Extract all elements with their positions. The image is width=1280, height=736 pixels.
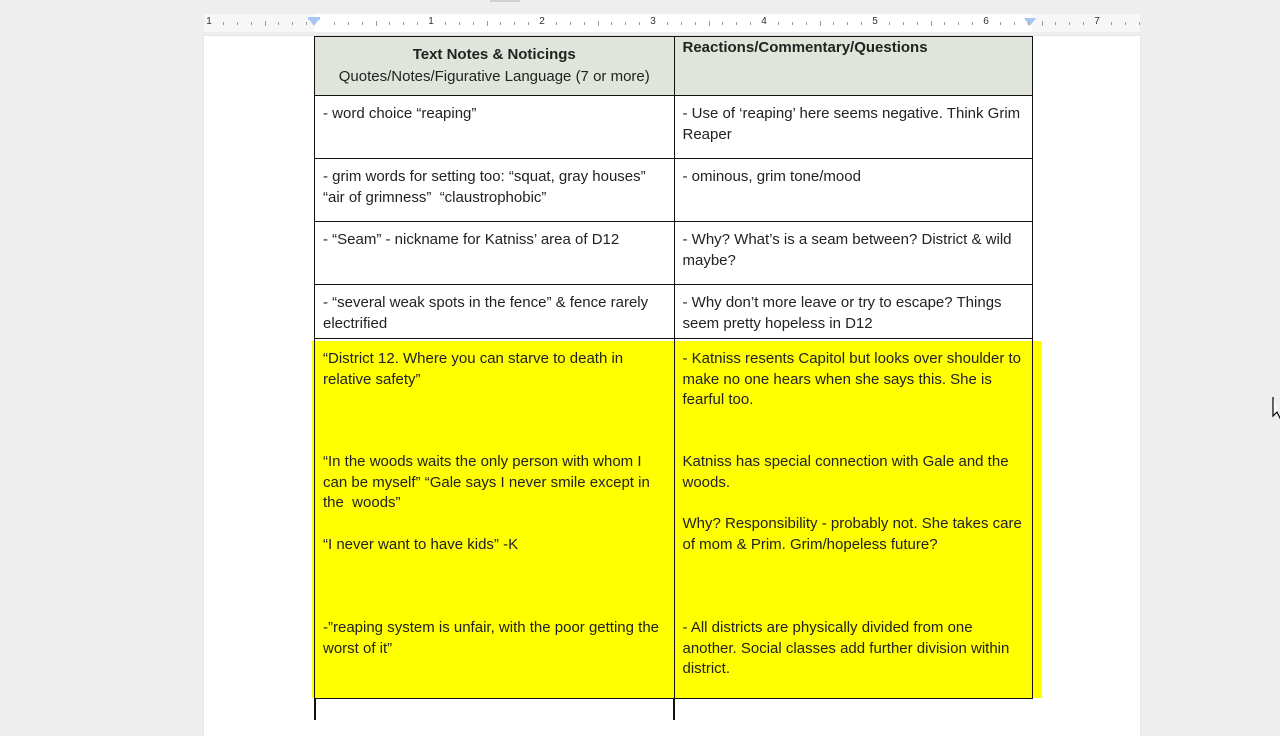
ruler-tick: [306, 22, 307, 25]
ruler-tick: [584, 22, 585, 25]
ruler-tick: [570, 22, 571, 25]
ruler-tick: [1069, 22, 1070, 25]
note-text: “District 12. Where you can starve to death in relative safety”: [323, 350, 628, 388]
ruler-tick: [792, 22, 793, 25]
ruler-tick: [223, 22, 224, 25]
table-border: [673, 698, 675, 720]
ruler-tick: [334, 22, 335, 25]
note-text: Why? Responsibility - probably not. She takes care of mom & Prim. Grim/hopeless future?: [682, 515, 1027, 553]
ruler-number: 1: [428, 16, 434, 27]
note-text: -”reaping system is unfair, with the poor getting the worst of it”: [323, 619, 664, 657]
table-cell[interactable]: [315, 222, 675, 285]
ruler-tick: [292, 22, 293, 25]
ruler-tick: [639, 22, 640, 25]
ruler-number: 6: [983, 16, 989, 27]
ruler-tick: [695, 22, 696, 25]
ruler-tick: [1000, 22, 1001, 25]
ruler-tick: [514, 22, 515, 25]
table-border: [314, 698, 316, 720]
note-text: - Why don’t more leave or try to escape? Things seem pretty hopeless in D12: [682, 294, 1006, 332]
table-cell[interactable]: [674, 222, 1033, 285]
note-text: - Use of ‘reaping’ here seems negative. Think Grim Reaper: [682, 105, 1025, 143]
ruler-number: 4: [761, 16, 767, 27]
right-indent-marker[interactable]: [1024, 18, 1036, 26]
ruler-tick: [362, 22, 363, 25]
table-row: [315, 159, 1033, 222]
ruler-number: 1: [206, 16, 212, 27]
table-cell[interactable]: [674, 159, 1033, 222]
column-subtitle: Quotes/Notes/Figurative Language (7 or more): [338, 68, 650, 85]
ruler-tick: [1055, 22, 1056, 25]
ruler-tick: [1139, 22, 1140, 25]
ruler-tick: [265, 21, 266, 26]
ruler-tick: [417, 22, 418, 25]
notes-table[interactable]: [314, 36, 1033, 699]
ruler-tick: [1111, 22, 1112, 25]
ruler-tick: [972, 22, 973, 25]
ruler-tick: [348, 22, 349, 25]
ruler-tick: [445, 22, 446, 25]
column-title: Text Notes & Noticings: [412, 46, 576, 63]
note-text: - grim words for setting too: “squat, gray houses” “air of grimness” “claustrophobic”: [323, 168, 650, 206]
table-row: [315, 96, 1033, 159]
ruler-tick: [958, 22, 959, 25]
note-text: - Katniss resents Capitol but looks over shoulder to make no one hears when she says this. She is fearful too.: [682, 350, 1026, 408]
ruler[interactable]: [0, 0, 1280, 36]
ruler-number: 7: [1094, 16, 1100, 27]
ruler-tick: [376, 21, 377, 26]
ruler-tick: [917, 22, 918, 25]
highlighted-row: [315, 339, 1033, 699]
ruler-tick: [251, 22, 252, 25]
ruler-tick: [889, 22, 890, 25]
ruler-tick: [528, 22, 529, 25]
note-text: Katniss has special connection with Gale and the woods.: [682, 453, 1013, 491]
ruler-tick: [403, 22, 404, 25]
ruler-tick: [861, 22, 862, 25]
ruler-tick: [833, 22, 834, 25]
ruler-tick: [806, 22, 807, 25]
ruler-tick: [625, 22, 626, 25]
note-text: “I never want to have kids” -K: [323, 536, 519, 553]
ruler-tick: [750, 22, 751, 25]
ruler-number: 5: [872, 16, 878, 27]
ruler-tick: [681, 22, 682, 25]
note-text: - Why? What’s is a seam between? District & wild maybe?: [682, 231, 1016, 269]
ruler-tick: [487, 21, 488, 26]
ruler-tick: [389, 22, 390, 25]
note-text: “In the woods waits the only person with whom I can be myself” “Gale says I never smile except in the woods”: [323, 453, 654, 511]
ruler-tick: [1014, 22, 1015, 25]
table-cell[interactable]: [315, 159, 675, 222]
top-scroll-indicator: [490, 0, 520, 2]
table-header-row: [315, 37, 1033, 96]
note-text: - “Seam” - nickname for Katniss’ area of D12: [323, 231, 620, 248]
ruler-tick: [778, 22, 779, 25]
ruler-tick: [278, 22, 279, 25]
ruler-tick: [709, 21, 710, 26]
column-header-reactions[interactable]: [674, 37, 1033, 96]
note-text: - All districts are physically divided from one another. Social classes add further division within district.: [682, 619, 1014, 677]
ruler-tick: [847, 22, 848, 25]
ruler-tick: [473, 22, 474, 25]
table-cell[interactable]: [315, 96, 675, 159]
ruler-tick: [1083, 22, 1084, 25]
ruler-tick: [611, 22, 612, 25]
ruler-tick: [237, 22, 238, 25]
ruler-tick: [903, 22, 904, 25]
mouse-pointer-icon: [1272, 396, 1280, 427]
ruler-tick: [1028, 22, 1029, 25]
table-cell[interactable]: [315, 285, 675, 339]
ruler-tick: [736, 22, 737, 25]
ruler-number: 2: [539, 16, 545, 27]
ruler-tick: [722, 22, 723, 25]
ruler-tick: [944, 22, 945, 25]
ruler-tick: [667, 22, 668, 25]
ruler-tick: [500, 22, 501, 25]
ruler-tick: [459, 22, 460, 25]
ruler-number: 3: [650, 16, 656, 27]
ruler-tick: [931, 21, 932, 26]
table-row: [315, 285, 1033, 339]
table-cell[interactable]: [674, 339, 1033, 699]
note-text: - “several weak spots in the fence” & fence rarely electrified: [323, 294, 653, 332]
ruler-active-area[interactable]: [314, 14, 1032, 32]
note-text: - word choice “reaping”: [323, 105, 477, 122]
left-indent-marker[interactable]: [308, 18, 320, 26]
table-cell[interactable]: [315, 339, 675, 699]
ruler-tick: [820, 21, 821, 26]
note-text: - ominous, grim tone/mood: [682, 168, 861, 185]
table-cell[interactable]: [674, 285, 1033, 339]
table-row: [315, 222, 1033, 285]
column-title: Reactions/Commentary/Questions: [682, 39, 928, 56]
column-header-notes[interactable]: [315, 37, 675, 96]
ruler-tick: [598, 21, 599, 26]
ruler-tick: [556, 22, 557, 25]
table-cell[interactable]: [674, 96, 1033, 159]
ruler-tick: [1125, 22, 1126, 25]
ruler-tick: [1042, 21, 1043, 26]
